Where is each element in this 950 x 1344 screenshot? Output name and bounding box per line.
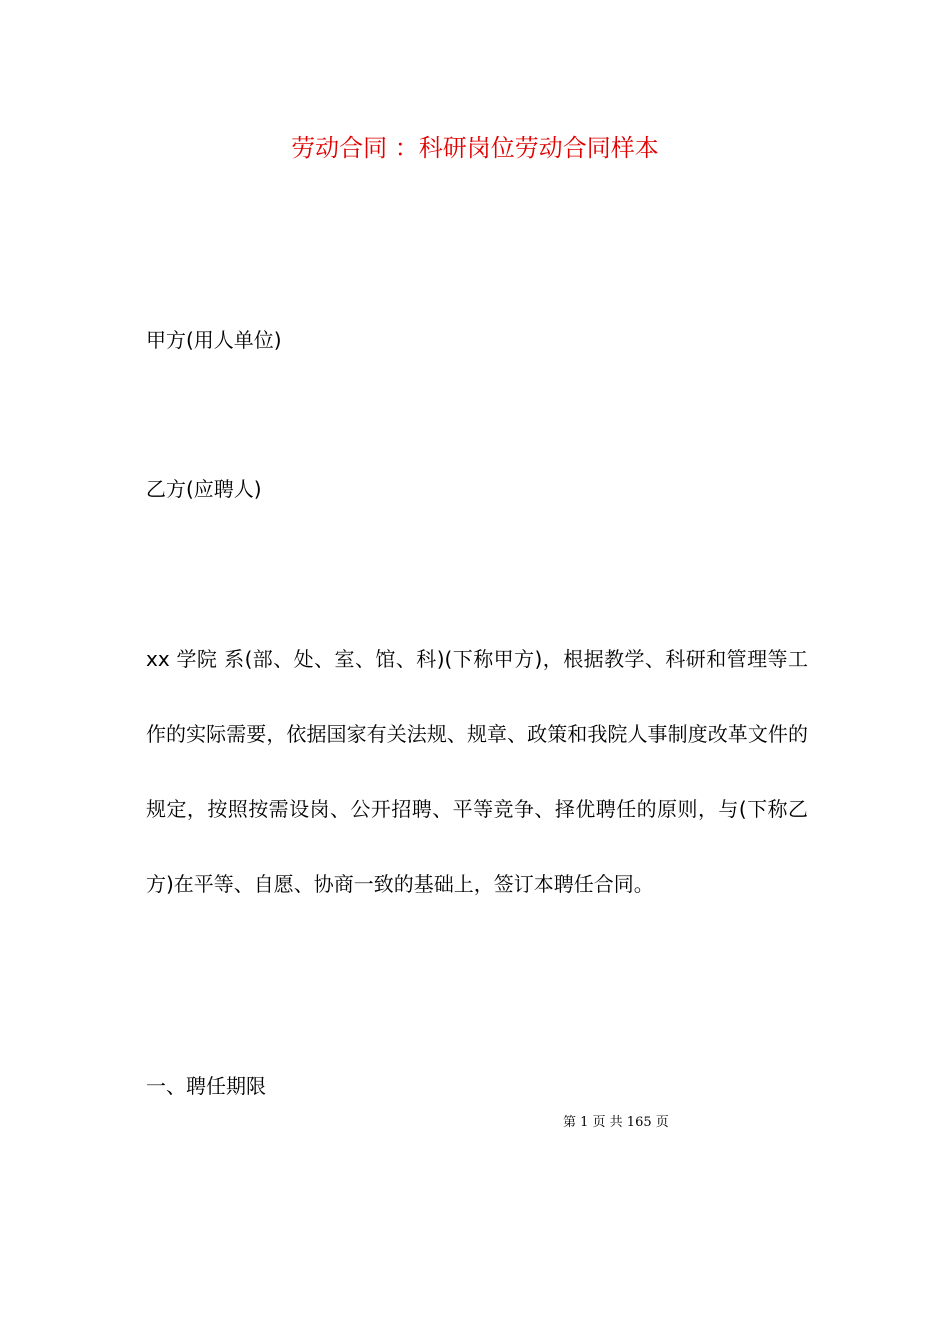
document-title: 劳动合同 ：科研岗位劳动合同样本 xyxy=(291,134,659,162)
party-b-label: 乙方(应聘人) xyxy=(146,477,262,501)
section-heading-appointment-term: 一、聘任期限 xyxy=(146,1074,266,1098)
page-number-footer: 第 1 页 共 165 页 xyxy=(563,1115,669,1130)
contract-preamble-paragraph: xx 学院 系(部、处、室、馆、科)(下称甲方)，根据教学、科研和管理等工作的实际需要，依据国家有关法规、规章、政策和我院人事制度改革文件的规定，按照按需设岗、公开招聘、平等竞争、择优聘任的原则，与(下称乙方)在平等、自愿、协商一致的基础上，签订本聘任合同。 xyxy=(146,647,808,896)
party-a-label: 甲方(用人单位) xyxy=(146,328,282,352)
